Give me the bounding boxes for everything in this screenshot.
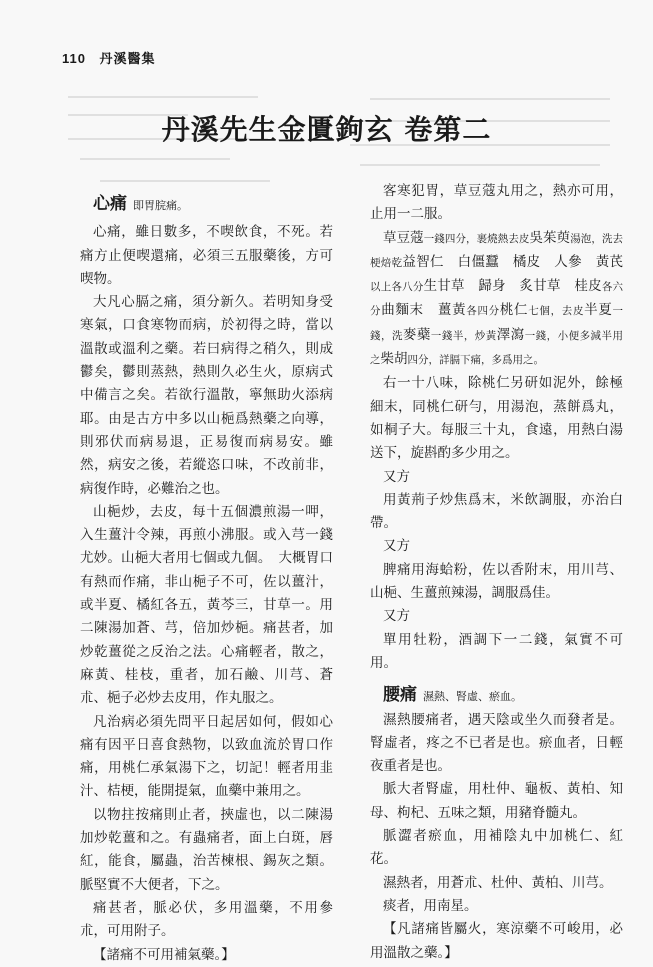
- paragraph: 濕熱者，用蒼朮、杜仲、黃柏、川芎。: [383, 874, 613, 891]
- paragraph: 脾痛用海蛤粉，佐以香附末，用川芎、山梔、生薑煎辣湯，調服爲佳。: [370, 561, 623, 602]
- formula-annotation: 各四分: [466, 305, 500, 318]
- formula-label: 又方: [383, 608, 410, 625]
- paragraph: 右一十八味，除桃仁另研如泥外，餘極細末，同桃仁研勻，用湯泡，蒸餅爲丸，如桐子大。每服三十丸，食遠，用熱白湯送下，旋斟酌多少用之。: [370, 375, 623, 462]
- paragraph: 脈澀者瘀血，用補陰丸中加桃仁、紅花。: [370, 828, 623, 868]
- formula-herbs: 半夏: [584, 302, 613, 319]
- formula-label: 又方: [383, 538, 410, 555]
- formula-annotation: 各六分: [370, 281, 624, 318]
- formula-herbs: 吳茱萸: [529, 229, 571, 246]
- paragraph: 用黃荊子炒焦爲末，米飲調服，亦治白帶。: [370, 491, 623, 532]
- right-column: [370, 180, 623, 965]
- formula-annotation: 以上各八分: [370, 281, 424, 294]
- bracket-note: 【凡諸痛皆屬火，寒涼藥不可峻用，必用溫散之藥。】: [370, 921, 623, 961]
- formula-herbs: 草豆蔻: [383, 229, 424, 246]
- formula-annotation: 一錢半，炒黃: [430, 329, 497, 342]
- formula-annotation: 湯泡，洗去梗焙乾: [370, 232, 624, 269]
- formula-paragraph: [370, 227, 623, 373]
- formula-annotation: 一錢四分，裹燒熱去皮: [423, 232, 530, 245]
- section-heading-subtitle: 濕熱、腎虛、瘀血。: [423, 690, 522, 704]
- left-column: [80, 192, 333, 967]
- formula-herbs: 麥蘗: [402, 326, 431, 343]
- formula-label: 又方: [383, 468, 410, 485]
- section-heading-xintong: [80, 192, 333, 217]
- page-number: 110: [62, 51, 86, 66]
- paragraph: 濕熱腰痛者，遇天陰或坐久而發者是。腎虛者，疼之不已者是也。瘀血者，日輕夜重者是也。: [370, 711, 623, 775]
- paragraph: 單用牡粉，酒調下一二錢，氣實不可用。: [370, 631, 623, 671]
- formula-herbs: 曲麵末 薑黃: [381, 302, 467, 319]
- section-heading-subtitle: 即胃脘痛。: [133, 199, 188, 212]
- book-title: 丹溪醫集: [99, 52, 156, 67]
- formula-herbs: 柴胡: [380, 351, 408, 368]
- formula-herbs: 生甘草 歸身 炙甘草 桂皮: [423, 278, 602, 295]
- paragraph: 大凡心膈之痛，須分新久。若明知身受寒氣，口食寒物而病，於初得之時，當以溫散或溫利之藥。若曰病得之稍久，則成鬱矣，鬱則蒸熱，熱則久必生火，原病式中備言之矣。若欲行溫散，寧無助火添病耶。由是古方中多以山梔爲熱藥之向導，則邪伏而病易退，正易復而病易安。雖然，病安之後，若縱恣口味，不改前非，病復作時，必難治之也。: [80, 294, 333, 497]
- formula-herbs: 益智仁 白僵蠶 橘皮 人參 黃芪: [402, 253, 624, 270]
- paragraph: 客寒犯胃，草豆蔻丸用之，熱亦可用，止用一二服。: [370, 183, 623, 223]
- formula-annotation: 一錢，洗: [370, 305, 624, 342]
- paragraph: 痛甚者，脈必伏，多用溫藥，不用參朮，可用附子。: [80, 899, 333, 940]
- running-head: [62, 48, 156, 67]
- formula-annotation: 四分，詳膈下痛，多爲用之。: [407, 354, 544, 367]
- formula-herbs: 澤瀉: [496, 326, 525, 343]
- section-heading-text: 心痛: [93, 194, 127, 214]
- paragraph: 心痛，雖日數多，不喫飲食，不死。若痛方止便喫還痛，必須三五服藥後，方可喫物。: [80, 224, 333, 287]
- bracket-note: 【諸痛不可用補氣藥。】: [93, 946, 235, 963]
- paragraph: 脈大者腎虛，用杜仲、龜板、黃柏、知母、枸杞、五味之類，用豬脊髓丸。: [370, 781, 623, 821]
- formula-annotation: 七個，去皮: [528, 305, 585, 318]
- section-heading-text: 腰痛: [383, 685, 417, 706]
- paragraph: 以物拄按痛則止者，挾虛也，以二陳湯加炒乾薑和之。有蟲痛者，面上白斑，唇紅，能食，屬蟲，治苦楝根、錫灰之類。脈堅實不大便者，下之。: [80, 806, 333, 893]
- chapter-title: 丹溪先生金匱鉤玄 卷第二: [161, 113, 492, 146]
- section-heading-yaotong: [370, 683, 623, 708]
- formula-annotation: 一錢，小便多減半用之: [370, 329, 624, 367]
- paragraph: 凡治病必須先問平日起居如何，假如心痛有因平日喜食熱物，以致血流於胃口作痛，用桃仁承氣湯下之，切記！輕者用韭汁、桔梗，能開提氣，血藥中兼用之。: [80, 713, 333, 800]
- paragraph: 痰者，用南星。: [383, 897, 478, 914]
- paragraph: 山梔炒，去皮，每十五個濃煎湯一呷，入生薑汁令辣，再煎小沸服。或入芎一錢尤妙。山梔大者用七個或九個。 大概胃口有熱而作痛，非山梔子不可，佐以薑汁，或半夏、橘紅各五，黃芩三，甘草一。用二陳湯加蒼、芎，倍加炒梔。痛甚者，加炒乾薑從之反治之法。心痛輕者，散之，麻黃、桂枝，重者，加石鹼、川芎、蒼朮、梔子必炒去皮用，作丸服之。: [80, 503, 333, 707]
- formula-herbs: 桃仁: [499, 302, 529, 319]
